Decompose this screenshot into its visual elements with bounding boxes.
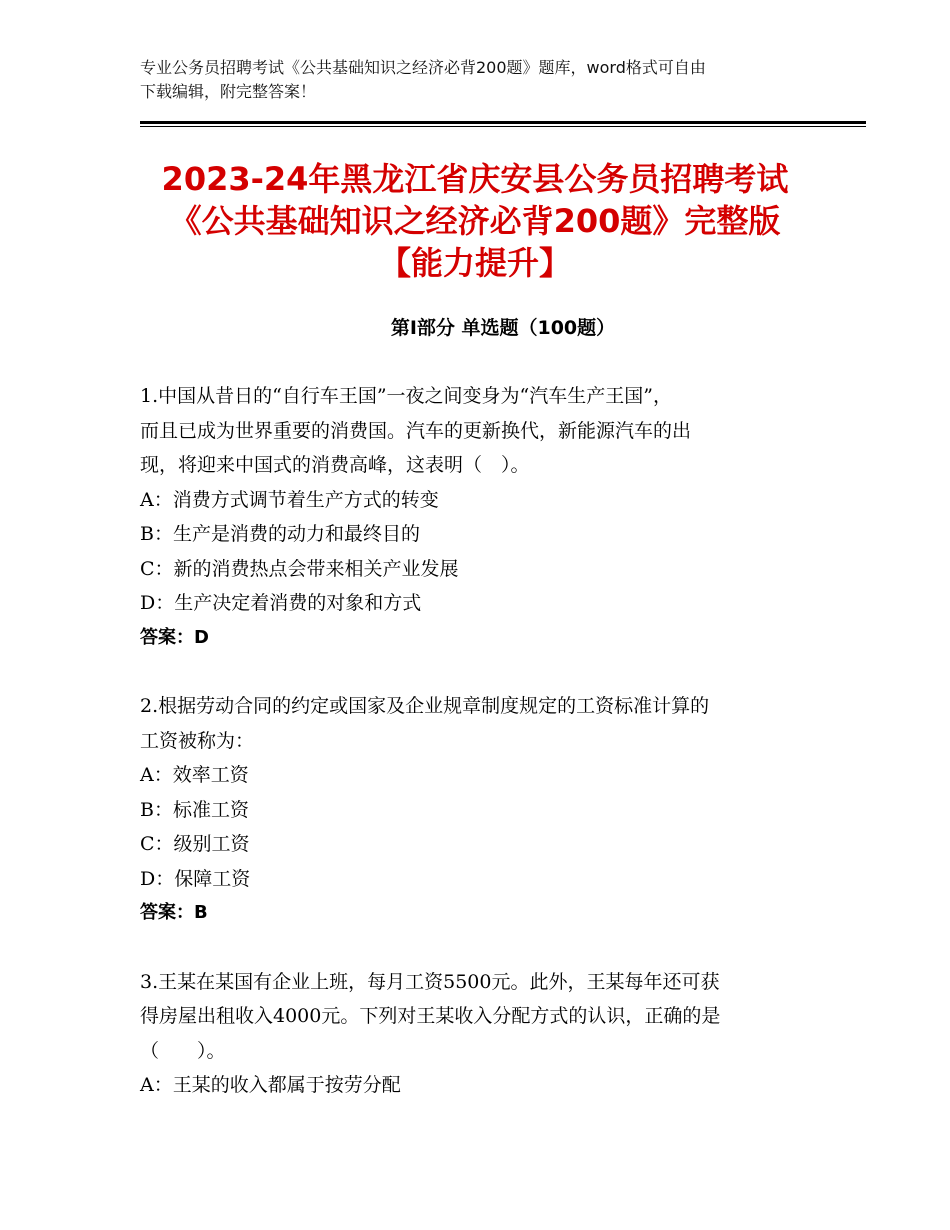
question-stem-line: 3.王某在某国有企业上班，每月工资5500元。此外，王某每年还可获 [140,970,720,993]
header-divider-thin [140,126,866,127]
document-title-line-3: 【能力提升】 [378,244,571,282]
option-d: D：保障工资 [140,867,251,890]
option-c: C：新的消费热点会带来相关产业发展 [140,557,459,580]
question-2 [140,689,806,931]
option-b: B：标准工资 [140,798,249,821]
option-d: D：生产决定着消费的对象和方式 [140,592,422,614]
header-note [140,56,810,104]
document-title-line-2: 《公共基础知识之经济必背200题》完整版 [169,202,781,240]
section-title: 第I部分 单选题（100题） [390,317,616,339]
question-stem-line: 1.中国从昔日的“自行车王国”一夜之间变身为“汽车生产王国”， [140,385,672,407]
header-divider-thick [140,121,866,124]
option-c: C：级别工资 [140,833,250,855]
question-list [140,379,806,1137]
question-stem-line: 工资被称为： [140,729,255,752]
document-title [130,158,820,284]
option-a: A：效率工资 [140,764,249,786]
question-3 [140,965,806,1103]
answer: 答案：D [140,626,209,648]
option-b: B：生产是消费的动力和最终目的 [140,523,420,545]
answer: 答案：B [140,902,208,923]
question-1 [140,379,806,655]
question-stem-line: 现，将迎来中国式的消费高峰，这表明（ ）。 [140,454,530,476]
question-stem-line: 而且已成为世界重要的消费国。汽车的更新换代，新能源汽车的出 [140,419,692,442]
question-stem-line: 2.根据劳动合同的约定或国家及企业规章制度规定的工资标准计算的 [140,695,710,717]
option-a: A：王某的收入都属于按劳分配 [140,1074,401,1096]
document-title-line-1: 2023-24年黑龙江省庆安县公务员招聘考试 [161,160,789,198]
option-a: A：消费方式调节着生产方式的转变 [140,488,439,511]
header-note-line-2: 下载编辑，附完整答案！ [140,82,317,101]
question-stem-line: 得房屋出租收入4000元。下列对王某收入分配方式的认识，正确的是 [140,1005,721,1027]
question-stem-line: （ ）。 [140,1039,226,1062]
header-note-line-1: 专业公务员招聘考试《公共基础知识之经济必背200题》题库，word格式可自由 [140,58,706,77]
